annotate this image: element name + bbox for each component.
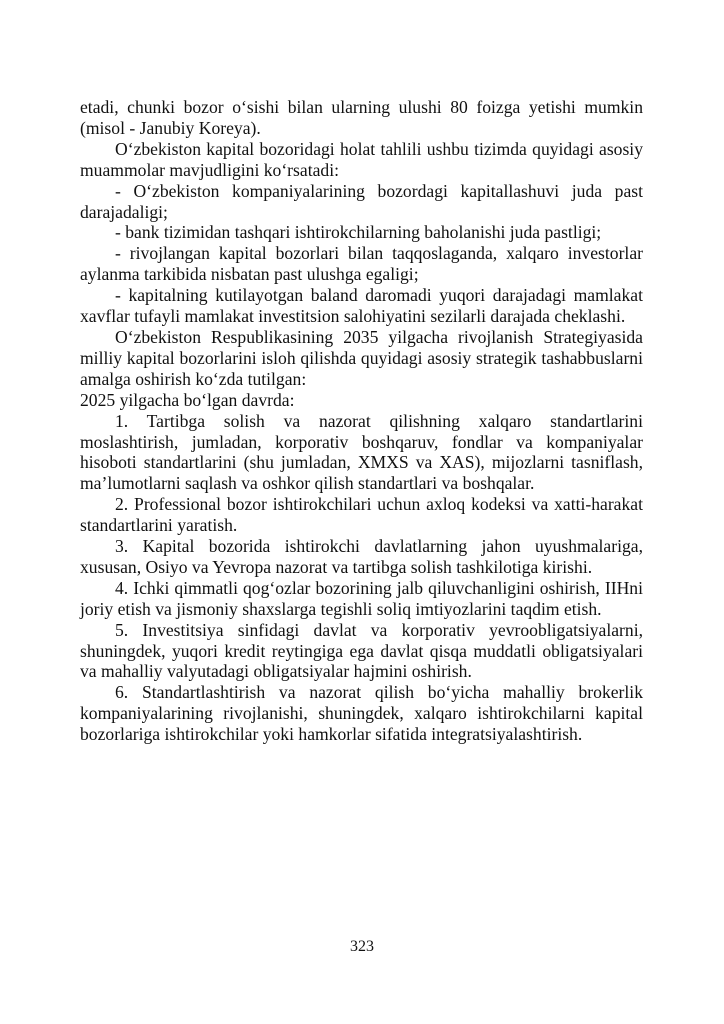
numbered-item: 4. Ichki qimmatli qog‘ozlar bozorining jalb qiluvchanligini oshirish, IIHni joriy etish va jismoniy shaxslarga tegishli soliq imtiyozlarini taqdim etish. [80,577,643,619]
numbered-item: 3. Kapital bozorida ishtirokchi davlatlarning jahon uyushmalariga, xususan, Osiyo va Yevropa nazorat va tartibga solish tashkilotiga kirishi. [80,536,643,577]
list-item: - bank tizimidan tashqari ishtirokchilarning baholanishi juda pastligi; [115,222,602,243]
numbered-item: 2. Professional bozor ishtirokchilari uchun axloq kodeksi va xatti-harakat standartlarini yaratish. [80,494,643,536]
paragraph: O‘zbekiston Respublikasining 2035 yilgacha rivojlanish Strategiyasida milliy kapital bozorlarini isloh qilishda quyidagi asosiy strategik tashabbuslarni amalga oshirish ko‘zda tutilgan: [80,326,643,389]
list-item: - kapitalning kutilayotgan baland daromadi yuqori darajadagi mamlakat xavflar tufayli mamlakat investitsion salohiyatini sezilarli darajada cheklashi. [80,285,643,327]
paragraph: etadi, chunki bozor o‘sishi bilan ularning ulushi 80 foizga yetishi mumkin (misol - Janubiy Koreya). [80,97,643,138]
paragraph: 2025 yilgacha bo‘lgan davrda: [80,389,295,410]
numbered-item: 5. Investitsiya sinfidagi davlat va korporativ yevroobligatsiyalarni, shuningdek, yuqori kredit reytingiga ega davlat qisqa muddatli obligatsiyalari va mahalliy valyutadagi obligatsiyalar hajmini oshirish. [80,619,643,682]
paragraph: O‘zbekiston kapital bozoridagi holat tahlili ushbu tizimda quyidagi asosiy muammolar mavjudligini ko‘rsatadi: [80,138,643,180]
numbered-item: 6. Standartlashtirish va nazorat qilish bo‘yicha mahalliy brokerlik kompaniyalarining rivojlanishi, shuningdek, xalqaro ishtirokchilarni kapital bozorlariga ishtirokchilar yoki hamkorlar sifatida integratsiyalashtirish. [80,682,643,745]
page-number: 323 [350,938,374,955]
numbered-item: 1. Tartibga solish va nazorat qilishning xalqaro standartlarini moslashtirish, jumladan, korporativ boshqaruv, fondlar va kompaniyalar hisoboti standartlarini (shu jumladan, XMXS va XAS), mijozlarni tasniflash, ma’lumotlarni saqlash va oshkor qilish standartlari va boshqalar. [80,410,643,494]
page-body [80,97,643,745]
list-item: - rivojlangan kapital bozorlari bilan taqqoslaganda, xalqaro investorlar aylanma tarkibida nisbatan past ulushga egaligi; [80,243,643,285]
list-item: - O‘zbekiston kompaniyalarining bozordagi kapitallashuvi juda past darajadaligi; [80,180,643,222]
